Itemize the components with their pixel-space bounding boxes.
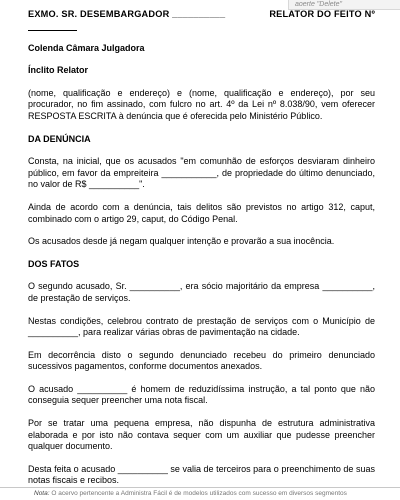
intro-paragraph: (nome, qualificação e endereço) e (nome, qualificação e endereço), por seu procurador, no fim assinado, com fulcro no art. 4º da Lei nº 8.038/90, vem oferecer RESPOSTA ESCRITA à denúncia que é oferecida pelo Ministério Público. <box>28 87 375 121</box>
camara-heading: Colenda Câmara Julgadora <box>28 42 145 53</box>
relator-heading: Ínclito Relator <box>28 65 89 76</box>
header-blank-line <box>28 21 375 32</box>
fatos-paragraph-1: O segundo acusado, Sr. __________, era sócio majoritário da empresa __________, de prestação de serviços. <box>28 281 375 303</box>
delete-hint-box: aoerte "Delete" <box>288 0 400 10</box>
fatos-paragraph-6: Desta feita o acusado __________ se valia de terceiros para o preenchimento de suas notas fiscais e recibos. <box>28 463 375 486</box>
fatos-paragraph-3: Em decorrência disto o segundo denunciado recebeu do primeiro denunciado sucessivos pagamentos, conforme documentos anexados. <box>28 349 375 372</box>
header-left: EXMO. SR. DESEMBARGADOR __________ <box>28 9 226 19</box>
document-header <box>28 9 375 21</box>
footer-text: O acervo pertencente a Administra Fácil é de modelos utilizados com sucesso em diversos segmentos <box>51 490 347 497</box>
fatos-paragraph-4: O acusado __________ é homem de reduzidíssima instrução, a tal ponto que não conseguia sequer preencher uma nota fiscal. <box>28 383 375 406</box>
footer-label: Nota: <box>34 490 50 497</box>
footer-note <box>0 487 400 500</box>
section-fatos: DOS FATOS <box>28 258 80 269</box>
denuncia-paragraph-3: Os acusados desde já negam qualquer intenção e provarão a sua inocência. <box>28 236 335 247</box>
section-denuncia: DA DENÚNCIA <box>28 133 91 144</box>
denuncia-paragraph-1: Consta, na inicial, que os acusados "em comunhão de esforços desviaram dinheiro público, em favor da empreiteira ___________, de propriedade do último denunciado, no valor de R$ __________". <box>28 156 375 190</box>
header-blank <box>28 21 77 31</box>
header-right: RELATOR DO FEITO Nº <box>269 9 375 19</box>
document-page <box>28 9 375 487</box>
fatos-paragraph-2: Nestas condições, celebrou contrato de prestação de serviços com o Município de __________, para realizar várias obras de pavimentação na cidade. <box>28 315 375 338</box>
fatos-paragraph-5: Por se tratar uma pequena empresa, não dispunha de estrutura administrativa elaborada e por isto não contava sequer com um auxiliar que pudesse preencher qualquer documento. <box>28 418 375 452</box>
denuncia-paragraph-2: Ainda de acordo com a denúncia, tais delitos são previstos no artigo 312, caput, combinado com o artigo 29, caput, do Código Penal. <box>28 201 375 224</box>
